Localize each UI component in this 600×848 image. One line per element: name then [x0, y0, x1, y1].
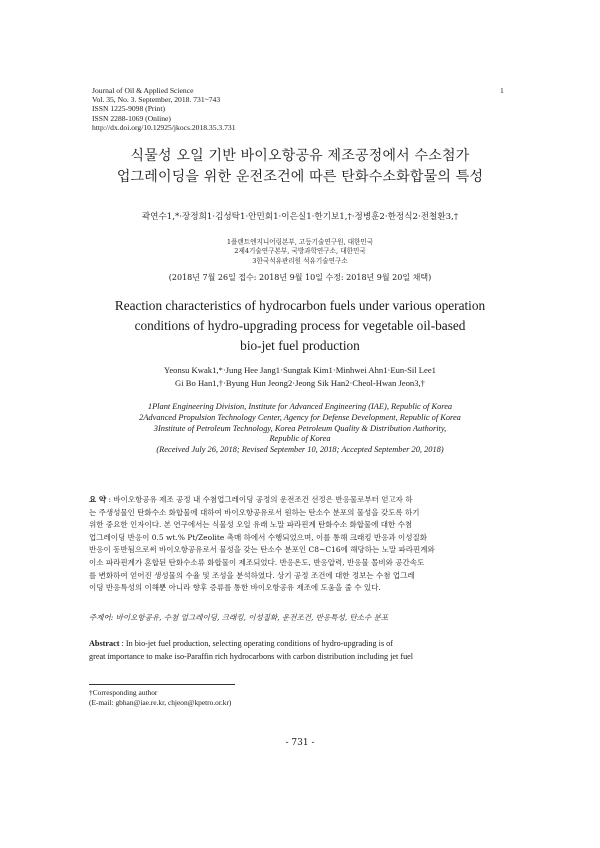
journal-meta	[92, 86, 236, 132]
korean-abstract-text: : 바이오항공유 제조 공정 내 수첨업그레이딩 공정의 운전조건 선정은 반응물로부터 얻고자 하	[108, 495, 413, 504]
english-abstract-text: : In bio-jet fuel production, selecting operating conditions of hydro-upgrading is of	[121, 639, 394, 648]
korean-authors: 곽연수1,*·장정희1·김성탁1·안민회1·이은실1·한기보1,†·정병훈2·한정식2·전철환3,†	[141, 212, 459, 222]
korean-title	[60, 146, 540, 188]
korean-title-line: 식물성 오일 기반 바이오항공유 제조공정에서 수소첨가	[130, 148, 470, 164]
korean-affiliation: 3한국석유관리원 석유기술연구소	[252, 256, 348, 265]
english-affiliation: Republic of Korea	[269, 434, 331, 444]
korean-affiliation: 1플랜트엔지니어링본부, 고등기술연구원, 대한민국	[226, 238, 374, 246]
english-title-line: conditions of hydro-upgrading process for vegetable oil-based	[134, 318, 466, 333]
english-received-dates: (Received July 26, 2018; Revised September 10, 2018; Accepted September 20, 2018)	[156, 445, 444, 455]
korean-affiliations	[60, 238, 540, 266]
korean-abstract-text: 반응이 동반됨으로써 바이오항공유로서 물성을 갖는 탄소수 분포인 C8~C16에 해당하는 노말 파라핀계와	[89, 545, 435, 555]
korean-received-dates: (2018년 7월 26일 접수: 2018년 9월 10일 수정: 2018년 9월 20일 채택)	[168, 273, 432, 282]
english-authors-line: Yeonsu Kwak1,*·Jung Hee Jang1·Sungtak Kim1·Minhwei Ahn1·Eun-Sil Lee1	[164, 365, 436, 375]
footnote-corresponding: †Corresponding author	[89, 688, 158, 697]
korean-abstract-text: 는 주생성물인 탄화수소 화합물에 대하여 바이오항공유로서 원하는 탄소수 분포의 물성을 갖도록 하기	[89, 507, 420, 517]
footnote-divider	[89, 684, 235, 685]
footnote	[89, 688, 231, 709]
english-abstract-label: Abstract	[89, 639, 120, 648]
page-number-top: 1	[500, 86, 504, 95]
korean-abstract-label: 요 약	[89, 495, 107, 504]
footnote-email: (E-mail: gbhan@iae.re.kr, chjeon@kpetro.or.kr)	[89, 698, 232, 708]
doi-link[interactable]: http://dx.doi.org/10.12925/jkocs.2018.35.3.731	[92, 122, 236, 132]
korean-abstract-text: 이소 파라핀계가 혼합된 탄화수소류 화합물이 제조되었다. 반응온도, 반응압력, 반응물 몰비와 공간속도	[89, 557, 425, 567]
journal-volume: Vol. 35, No. 3. September, 2018. 731~743	[92, 95, 221, 105]
english-affiliation: 1Plant Engineering Division, Institute for Advanced Engineering (IAE), Republic of Korea	[147, 402, 453, 411]
english-title-line: bio-jet fuel production	[240, 338, 360, 353]
english-authors	[60, 364, 540, 390]
english-affiliations	[60, 402, 540, 456]
page-number-bottom: - 731 -	[285, 738, 315, 748]
english-authors-line: Gi Bo Han1,†·Byung Hun Jeong2·Jeong Sik Han2·Cheol-Hwan Jeon3,†	[175, 377, 425, 388]
journal-name: Journal of Oil & Applied Science	[92, 86, 194, 95]
issn-online: ISSN 2288-1069 (Online)	[92, 113, 171, 123]
korean-keywords: 주제어: 바이오항공유, 수첨 업그레이딩, 크래킹, 이성질화, 운전조건, 반응특성, 탄소수 분포	[89, 613, 389, 622]
english-abstract-text: great importance to make iso-Paraffin rich hydrocarbons with carbon distribution including jet fuel	[89, 651, 414, 661]
english-title	[60, 296, 540, 356]
korean-abstract-text: 를 변화하여 얻어진 생성물의 수율 및 조성을 분석하였다. 상기 공정 조건에 대한 정보는 수첨 업그레	[89, 570, 415, 580]
korean-abstract-text: 위한 중요한 인자이다. 본 연구에서는 식물성 오일 유래 노말 파라핀계 탄화수소 화합물에 대한 수첨	[89, 520, 413, 530]
issn-print: ISSN 1225-9098 (Print)	[92, 104, 165, 114]
english-title-line: Reaction characteristics of hydrocarbon fuels under various operation	[114, 298, 486, 313]
korean-abstract	[89, 494, 510, 595]
korean-affiliation: 2제4기술연구본부, 국방과학연구소, 대한민국	[234, 247, 366, 256]
korean-title-line: 업그레이딩을 위한 운전조건에 따른 탄화수소화합물의 특성	[116, 169, 484, 185]
english-affiliation: 3Institute of Petroleum Technology, Korea Petroleum Quality & Distribution Authority,	[153, 423, 447, 433]
english-affiliation: 2Advanced Propulsion Technology Center, Agency for Defense Development, Republic of Korea	[139, 412, 461, 422]
korean-abstract-text: 이딩 반응특성의 이해뿐 아니라 향후 증류를 통한 바이오항공유 제조에 도움을 줄 수 있다.	[89, 583, 381, 593]
english-abstract	[89, 638, 510, 663]
korean-abstract-text: 업그레이딩 반응이 0.5 wt.% Pt/Zeolite 촉매 하에서 수행되었으며, 이를 통해 크래킹 반응과 이성질화	[89, 532, 427, 542]
